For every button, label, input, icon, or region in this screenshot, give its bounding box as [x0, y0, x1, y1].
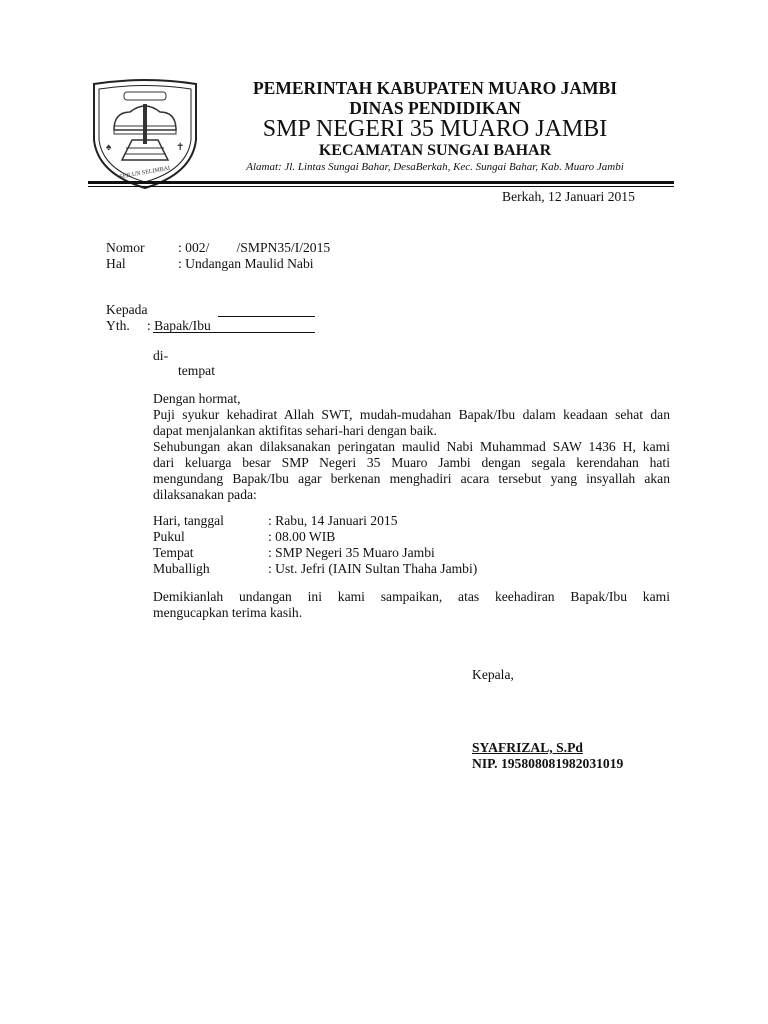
- paragraph-line: mengucapkan terima kasih.: [153, 605, 303, 620]
- letterhead-divider-thin: [88, 186, 674, 187]
- letterhead-government: PEMERINTAH KABUPATEN MUARO JAMBI: [252, 78, 618, 98]
- svg-text:✝: ✝: [176, 142, 185, 153]
- recipient-address-blank: [153, 332, 315, 333]
- svg-text:SEILUN SELIMBAI: SEILUN SELIMBAI: [119, 165, 171, 181]
- closing-paragraph: [153, 589, 670, 621]
- tempat-label: tempat: [178, 363, 215, 378]
- di-label: di-: [153, 348, 169, 363]
- detail-value-speaker: : Ust. Jefri (IAIN Sultan Thaha Jambi): [268, 561, 478, 576]
- letter-date: Berkah, 12 Januari 2015: [502, 189, 635, 204]
- detail-label-speaker: Muballigh: [153, 561, 210, 576]
- paragraph-line: Puji syukur kehadirat Allah SWT, mudah-mudahan Bapak/Ibu dalam keadaan sehat dan: [153, 407, 670, 422]
- letterhead-address: Alamat: Jl. Lintas Sungai Bahar, DesaBerkah, Kec. Sungai Bahar, Kab. Muaro Jambi: [246, 161, 624, 173]
- svg-text:♠: ♠: [106, 142, 112, 153]
- detail-label-place: Tempat: [153, 545, 194, 560]
- detail-value-place: : SMP Negeri 35 Muaro Jambi: [268, 545, 435, 560]
- nomor-value: : 002/ /SMPN35/I/2015: [178, 240, 331, 255]
- school-logo: [88, 78, 202, 190]
- paragraph-1: [153, 407, 670, 439]
- letterhead-divider: [88, 181, 674, 184]
- paragraph-line: dilaksanakan pada:: [153, 487, 257, 502]
- paragraph-line: Demikianlah undangan ini kami sampaikan, atas keehadiran Bapak/Ibu kami: [153, 589, 670, 604]
- detail-label-time: Pukul: [153, 529, 185, 544]
- greeting: Dengan hormat,: [153, 391, 241, 406]
- letterhead-district: KECAMATAN SUNGAI BAHAR: [318, 142, 552, 159]
- detail-value-date: : Rabu, 14 Januari 2015: [268, 513, 398, 528]
- signature-nip: NIP. 195808081982031019: [472, 756, 624, 771]
- letterhead-school-name: SMP NEGERI 35 MUARO JAMBI: [262, 116, 608, 142]
- signature-title: Kepala,: [472, 667, 514, 682]
- nomor-label: Nomor: [106, 240, 145, 255]
- detail-value-time: : 08.00 WIB: [268, 529, 336, 544]
- paragraph-line: mengundang Bapak/Ibu agar berkenan menghadiri acara tersebut yang insyallah akan: [153, 471, 670, 486]
- recipient-name: : Bapak/Ibu: [147, 318, 211, 333]
- yth-label: Yth.: [106, 318, 130, 333]
- paragraph-line: Sehubungan akan dilaksanakan peringatan maulid Nabi Muhammad SAW 1436 H, kami: [153, 439, 670, 454]
- paragraph-2: [153, 439, 670, 503]
- hal-value: : Undangan Maulid Nabi: [178, 256, 314, 271]
- kepada-label: Kepada: [106, 302, 148, 317]
- paragraph-line: dapat menjalankan aktifitas sehari-hari dengan baik.: [153, 423, 437, 438]
- hal-label: Hal: [106, 256, 126, 271]
- letterhead-department: DINAS PENDIDIKAN: [349, 98, 521, 118]
- signature-name: SYAFRIZAL, S.Pd: [472, 740, 583, 755]
- detail-label-date: Hari, tanggal: [153, 513, 224, 528]
- recipient-name-blank: [218, 316, 315, 317]
- paragraph-line: dari keluarga besar SMP Negeri 35 Muaro Jambi dengan segala kerendahan hati: [153, 455, 670, 470]
